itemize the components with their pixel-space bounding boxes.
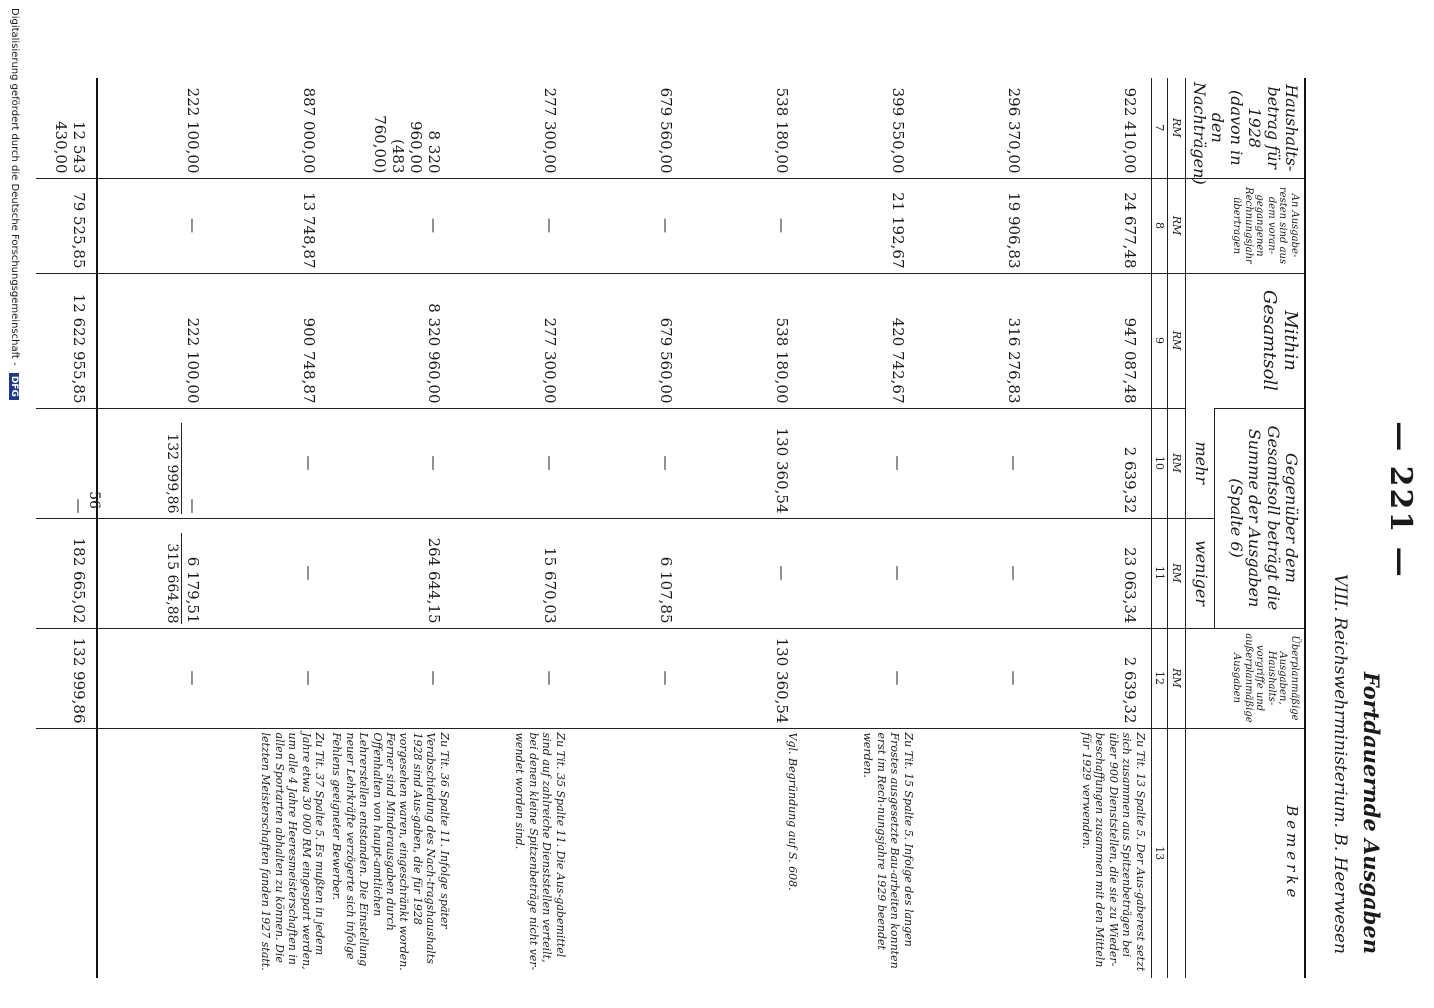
total-col7: 12 543 430,00 [36, 78, 97, 178]
cell-col9: 420 742,67 [803, 273, 919, 408]
table-row [687, 78, 803, 978]
num-col7: 7 [1151, 78, 1167, 178]
cell-col8: 13 748,87 [214, 178, 330, 273]
cell-col12: 2 639,32 [1035, 628, 1152, 728]
cell-note [919, 728, 1035, 978]
cell-col7: 887 000,00 [300, 87, 318, 174]
cell-note: Zu Tit. 36 Spalte 11. Infolge später Verabschiedung des Nach-tragshaushalts 1928 sind Aus-gaben, die für 1928 vorgesehen waren, eingeschränkt worden. Ferner sind Minderausgaben durch Offenhalten von haupt-amtlichen Lehrerstellen entstanden. Die Einstellung neuer Lehrkräfte verzögerte sich infolge Fehlens geeigneter Bewerber. [330, 728, 455, 978]
header-col9: Mithin Gesamtsoll [1185, 273, 1305, 408]
cell-col10: — [803, 408, 919, 518]
header-col13: Bemerke [1185, 728, 1305, 978]
unit-col12: RM [1167, 628, 1185, 728]
header-col12: Überplanmäßige Ausgaben, Haushalts-vorgriffe und außerplanmäßige Ausgaben [1185, 628, 1305, 728]
cell-col11-value: 6 179,51 [184, 556, 202, 624]
cell-col7: 679 560,00 [656, 87, 675, 174]
cell-col9: 900 748,87 [214, 273, 330, 408]
cell-col8: 24 677,48 [1035, 178, 1152, 273]
cell-col9: 947 087,48 [1035, 273, 1152, 408]
cell-note: Vgl. Begründung auf S. 608. [687, 728, 803, 978]
num-col9: 9 [1151, 273, 1167, 408]
cell-col7: 399 550,00 [888, 87, 907, 174]
cell-col10: — [214, 408, 330, 518]
footer-page-number: 56 [86, 491, 102, 509]
total-col10: — [36, 408, 97, 518]
unit-col13 [1167, 728, 1185, 978]
total-col11: 182 665,02 [36, 518, 97, 628]
num-col12: 12 [1151, 628, 1167, 728]
table-row [330, 78, 455, 978]
dfg-logo: DFG [9, 373, 19, 400]
table-row [919, 78, 1035, 978]
num-col11: 11 [1151, 518, 1167, 628]
cell-col11: — [687, 518, 803, 628]
total-col12: 132 999,86 [36, 628, 97, 728]
cell-col11: 15 670,03 [455, 518, 571, 628]
header-col10: mehr [1185, 408, 1215, 518]
cell-col11: 6 107,85 [571, 518, 687, 628]
cell-col12: — [455, 628, 571, 728]
funding-note [9, 0, 20, 1008]
subtotal-col10: 132 999,86 [164, 433, 180, 514]
header-col8: An Ausgabe-resten sind aus dem voran-gegangenen Rechnungsjahr übertragen [1185, 178, 1305, 273]
cell-col11: 23 063,34 [1035, 518, 1152, 628]
total-col8: 79 525,85 [36, 178, 97, 273]
cell-col10: — [571, 408, 687, 518]
table-row [214, 78, 330, 978]
unit-col9: RM [1167, 273, 1185, 408]
unit-col7: RM [1167, 78, 1185, 178]
cell-col9: 222 100,00 [97, 273, 214, 408]
cell-col10: — [455, 408, 571, 518]
funding-text: Digitalisierung gefördert durch die Deutsche Forschungsgemeinschaft - [9, 8, 20, 366]
header-col11: weniger [1185, 518, 1215, 628]
cell-col10: — [919, 408, 1035, 518]
cell-col10: 130 360,54 [687, 408, 803, 518]
cell-col12: — [919, 628, 1035, 728]
cell-col7: 277 300,00 [540, 87, 559, 174]
cell-col9: 277 300,00 [455, 273, 571, 408]
cell-col9: 316 276,83 [919, 273, 1035, 408]
cell-col12: — [330, 628, 455, 728]
cell-col7: 8 320 960,00 (483 760,00) [370, 115, 443, 174]
cell-col8: — [97, 178, 214, 273]
table-row [97, 78, 214, 978]
cell-col12: — [571, 628, 687, 728]
cell-col7: 922 410,00 [1120, 87, 1139, 174]
num-col8: 8 [1151, 178, 1167, 273]
cell-col11: — [803, 518, 919, 628]
cell-col8: 19 906,83 [919, 178, 1035, 273]
cell-col12: — [803, 628, 919, 728]
cell-col11: — [214, 518, 330, 628]
cell-col12: 130 360,54 [687, 628, 803, 728]
cell-col8: — [687, 178, 803, 273]
total-col9: 12 622 955,85 [36, 273, 97, 408]
cell-note [97, 728, 214, 978]
cell-col8: 21 192,67 [803, 178, 919, 273]
cell-col8: — [455, 178, 571, 273]
page-number: — 221 — [1383, 421, 1418, 579]
cell-col10: 2 639,32 [1035, 408, 1152, 518]
cell-col10: — [330, 408, 455, 518]
unit-col8: RM [1167, 178, 1185, 273]
table-row [803, 78, 919, 978]
cell-note [571, 728, 687, 978]
cell-col7: 538 180,00 [772, 87, 791, 174]
cell-col8: — [330, 178, 455, 273]
cell-col12: — [214, 628, 330, 728]
cell-note: Zu Tit. 35 Spalte 11. Die Aus-gabemittel sind auf zahlreiche Dienststellen verteilt, bei denen kleine Spitzenbeträge nicht ver-wendet worden sind. [455, 728, 571, 978]
cell-col11 [97, 518, 214, 628]
num-col13: 13 [1151, 728, 1167, 978]
cell-note: Zu Tit. 15 Spalte 5. Infolge des langen Frostes ausgesetzte Bau-arbeiten konnten erst im Rech-nungsjahre 1929 beendet werden. [803, 728, 919, 978]
cell-col9: 8 320 960,00 [330, 273, 455, 408]
cell-col10-value: — [184, 498, 202, 514]
unit-col11: RM [1167, 518, 1185, 628]
cell-col12: — [97, 628, 214, 728]
subtotal-col11: 315 664,88 [164, 543, 180, 624]
table-row [455, 78, 571, 978]
num-col10: 10 [1151, 408, 1167, 518]
table-row [1035, 78, 1152, 978]
cell-col11: 264 644,15 [330, 518, 455, 628]
cell-col9: 538 180,00 [687, 273, 803, 408]
budget-table [36, 78, 1306, 978]
unit-col10: RM [1167, 408, 1185, 518]
page-title: Fortdauernde Ausgaben [1359, 671, 1384, 954]
cell-col7: 222 100,00 [184, 87, 202, 174]
subtotal-rule [181, 533, 182, 624]
cell-note: Zu Tit. 13 Spalte 5. Der Aus-gaberest setzt sich zusammen aus Spitzenbeträgen bei über 900 Dienststellen, die sie zu Wieder-beschaffungen zusammen mit den Mitteln für 1929 verwenden. [1035, 728, 1152, 978]
cell-col11: — [919, 518, 1035, 628]
table-row [571, 78, 687, 978]
header-group: Gegenüber dem Gesamtsoll beträgt die Summe der Ausgaben (Spalte 6) [1215, 408, 1305, 628]
page-subtitle: VIII. Reichswehrministerium. B. Heerwesen [1330, 573, 1350, 954]
header-col7: Haushalts-betrag für 1928 (davon in den Nachträgen) [1185, 78, 1305, 178]
cell-note: Zu Tit. 37 Spalte 5. Es mußten in jedem Jahre etwa 30 000 RM eingespart werden, um alle 4 Jahre Heeresmeisterschaften in allen Sportarten abhalten zu können. Die letzten Meisterschaften fanden 1927 statt. [214, 728, 330, 978]
cell-col7: 296 370,00 [1004, 87, 1023, 174]
cell-col10 [97, 408, 214, 518]
cell-col8: — [571, 178, 687, 273]
cell-col9: 679 560,00 [571, 273, 687, 408]
subtotal-rule [181, 423, 182, 514]
